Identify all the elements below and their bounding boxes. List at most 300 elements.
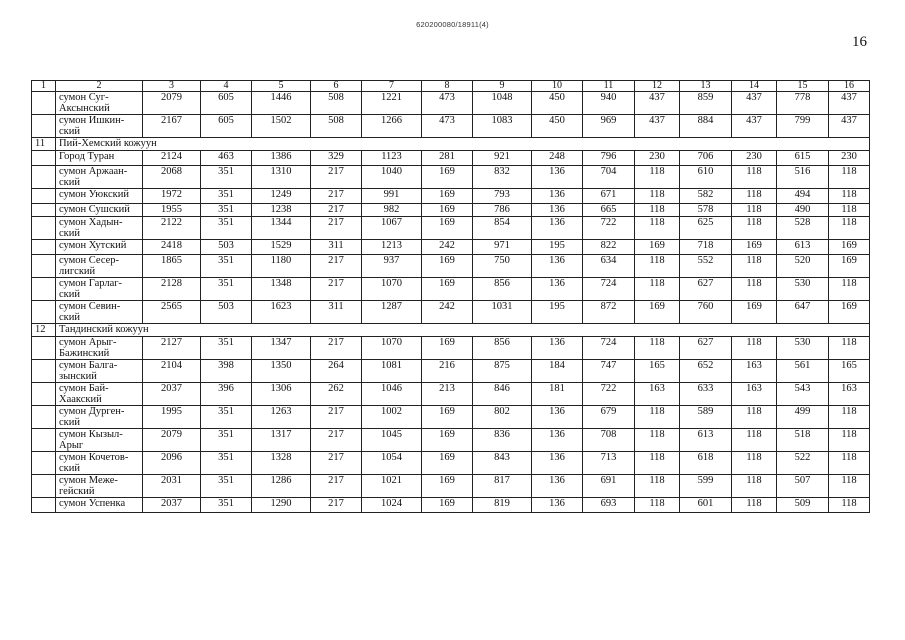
value-cell: 217: [311, 189, 362, 204]
settlement-name-cell: сумон Севин-ский: [56, 301, 143, 324]
value-cell: 169: [422, 166, 473, 189]
value-cell: 118: [732, 406, 777, 429]
value-cell: 843: [473, 452, 532, 475]
value-cell: 136: [532, 475, 583, 498]
value-cell: 1081: [362, 360, 422, 383]
value-cell: 2565: [143, 301, 201, 324]
value-cell: 2037: [143, 383, 201, 406]
value-cell: 118: [829, 406, 870, 429]
value-cell: 118: [635, 189, 680, 204]
value-cell: 1286: [252, 475, 311, 498]
value-cell: 2167: [143, 115, 201, 138]
value-cell: 499: [777, 406, 829, 429]
value-cell: 921: [473, 151, 532, 166]
data-table: [31, 80, 870, 513]
value-cell: 796: [583, 151, 635, 166]
value-cell: 217: [311, 429, 362, 452]
value-cell: 1238: [252, 204, 311, 217]
table-row: [32, 92, 870, 115]
value-cell: 969: [583, 115, 635, 138]
table-row: [32, 337, 870, 360]
value-cell: 169: [422, 204, 473, 217]
value-cell: 2127: [143, 337, 201, 360]
value-cell: 722: [583, 217, 635, 240]
value-cell: 937: [362, 255, 422, 278]
value-cell: 2079: [143, 429, 201, 452]
value-cell: 724: [583, 337, 635, 360]
value-cell: 169: [829, 240, 870, 255]
value-cell: 329: [311, 151, 362, 166]
value-cell: 786: [473, 204, 532, 217]
value-cell: 118: [829, 166, 870, 189]
value-cell: 561: [777, 360, 829, 383]
value-cell: 136: [532, 429, 583, 452]
column-number-header: 15: [777, 81, 829, 92]
value-cell: 118: [829, 452, 870, 475]
settlement-name-cell: Город Туран: [56, 151, 143, 166]
value-cell: 169: [422, 255, 473, 278]
value-cell: 884: [680, 115, 732, 138]
value-cell: 136: [532, 452, 583, 475]
settlement-name-cell: сумон Аржаан-ский: [56, 166, 143, 189]
settlement-name-cell: сумон Хутский: [56, 240, 143, 255]
value-cell: 2122: [143, 217, 201, 240]
value-cell: 473: [422, 115, 473, 138]
value-cell: 351: [201, 204, 252, 217]
row-index-cell: [32, 360, 56, 383]
value-cell: 118: [732, 204, 777, 217]
row-index-cell: [32, 475, 56, 498]
value-cell: 1046: [362, 383, 422, 406]
settlement-name-cell: сумон Меже-гейский: [56, 475, 143, 498]
value-cell: 217: [311, 475, 362, 498]
value-cell: 2031: [143, 475, 201, 498]
column-number-header: 5: [252, 81, 311, 92]
value-cell: 230: [732, 151, 777, 166]
value-cell: 118: [635, 406, 680, 429]
value-cell: 615: [777, 151, 829, 166]
value-cell: 1972: [143, 189, 201, 204]
settlement-name-cell: сумон Сесер-лигский: [56, 255, 143, 278]
value-cell: 599: [680, 475, 732, 498]
value-cell: 982: [362, 204, 422, 217]
value-cell: 118: [732, 278, 777, 301]
value-cell: 118: [732, 337, 777, 360]
value-cell: 503: [201, 240, 252, 255]
value-cell: 713: [583, 452, 635, 475]
value-cell: 242: [422, 240, 473, 255]
value-cell: 217: [311, 217, 362, 240]
value-cell: 217: [311, 406, 362, 429]
value-cell: 242: [422, 301, 473, 324]
value-cell: 473: [422, 92, 473, 115]
value-cell: 605: [201, 92, 252, 115]
value-cell: 2037: [143, 498, 201, 513]
value-cell: 351: [201, 452, 252, 475]
value-cell: 522: [777, 452, 829, 475]
value-cell: 589: [680, 406, 732, 429]
table-row: [32, 240, 870, 255]
row-index-cell: [32, 115, 56, 138]
value-cell: 1287: [362, 301, 422, 324]
row-index-cell: [32, 301, 56, 324]
column-number-header: 14: [732, 81, 777, 92]
value-cell: 118: [635, 475, 680, 498]
value-cell: 118: [829, 189, 870, 204]
value-cell: 118: [732, 475, 777, 498]
value-cell: 217: [311, 498, 362, 513]
value-cell: 169: [732, 301, 777, 324]
value-cell: 1386: [252, 151, 311, 166]
value-cell: 217: [311, 337, 362, 360]
value-cell: 118: [635, 278, 680, 301]
value-cell: 1623: [252, 301, 311, 324]
row-index-cell: [32, 204, 56, 217]
value-cell: 530: [777, 337, 829, 360]
column-number-header: 8: [422, 81, 473, 92]
value-cell: 613: [680, 429, 732, 452]
value-cell: 136: [532, 498, 583, 513]
value-cell: 450: [532, 115, 583, 138]
value-cell: 463: [201, 151, 252, 166]
value-cell: 507: [777, 475, 829, 498]
value-cell: 856: [473, 278, 532, 301]
value-cell: 118: [732, 166, 777, 189]
table-row: [32, 475, 870, 498]
value-cell: 118: [732, 217, 777, 240]
section-number: 12: [32, 324, 56, 337]
table-row: [32, 204, 870, 217]
value-cell: 118: [635, 429, 680, 452]
value-cell: 311: [311, 240, 362, 255]
table-row: [32, 115, 870, 138]
value-cell: 217: [311, 278, 362, 301]
value-cell: 1249: [252, 189, 311, 204]
value-cell: 217: [311, 452, 362, 475]
value-cell: 2128: [143, 278, 201, 301]
value-cell: 1040: [362, 166, 422, 189]
value-cell: 605: [201, 115, 252, 138]
column-number-header: 1: [32, 81, 56, 92]
value-cell: 136: [532, 337, 583, 360]
value-cell: 706: [680, 151, 732, 166]
value-cell: 169: [635, 240, 680, 255]
value-cell: 169: [732, 240, 777, 255]
value-cell: 1263: [252, 406, 311, 429]
value-cell: 1529: [252, 240, 311, 255]
value-cell: 2104: [143, 360, 201, 383]
value-cell: 165: [635, 360, 680, 383]
value-cell: 832: [473, 166, 532, 189]
table-row: [32, 151, 870, 166]
value-cell: 281: [422, 151, 473, 166]
column-number-header: 4: [201, 81, 252, 92]
value-cell: 169: [422, 217, 473, 240]
row-index-cell: [32, 151, 56, 166]
table-row: [32, 217, 870, 240]
value-cell: 118: [635, 166, 680, 189]
value-cell: 437: [732, 92, 777, 115]
value-cell: 163: [732, 360, 777, 383]
value-cell: 1021: [362, 475, 422, 498]
value-cell: 991: [362, 189, 422, 204]
value-cell: 181: [532, 383, 583, 406]
value-cell: 351: [201, 475, 252, 498]
value-cell: 169: [829, 301, 870, 324]
value-cell: 2079: [143, 92, 201, 115]
value-cell: 802: [473, 406, 532, 429]
value-cell: 518: [777, 429, 829, 452]
value-cell: 118: [829, 498, 870, 513]
value-cell: 213: [422, 383, 473, 406]
value-cell: 543: [777, 383, 829, 406]
value-cell: 118: [635, 217, 680, 240]
value-cell: 1446: [252, 92, 311, 115]
value-cell: 2124: [143, 151, 201, 166]
value-cell: 516: [777, 166, 829, 189]
value-cell: 169: [422, 189, 473, 204]
value-cell: 704: [583, 166, 635, 189]
value-cell: 1213: [362, 240, 422, 255]
row-index-cell: [32, 92, 56, 115]
value-cell: 169: [422, 475, 473, 498]
value-cell: 817: [473, 475, 532, 498]
table-row: [32, 301, 870, 324]
value-cell: 118: [732, 429, 777, 452]
value-cell: 1054: [362, 452, 422, 475]
column-number-header: 3: [143, 81, 201, 92]
table-row: [32, 255, 870, 278]
row-index-cell: [32, 240, 56, 255]
value-cell: 169: [422, 498, 473, 513]
value-cell: 217: [311, 255, 362, 278]
value-cell: 437: [635, 115, 680, 138]
value-cell: 508: [311, 115, 362, 138]
row-index-cell: [32, 189, 56, 204]
value-cell: 610: [680, 166, 732, 189]
value-cell: 859: [680, 92, 732, 115]
value-cell: 118: [732, 498, 777, 513]
value-cell: 633: [680, 383, 732, 406]
value-cell: 351: [201, 406, 252, 429]
value-cell: 351: [201, 498, 252, 513]
value-cell: 118: [829, 475, 870, 498]
value-cell: 652: [680, 360, 732, 383]
value-cell: 163: [732, 383, 777, 406]
value-cell: 750: [473, 255, 532, 278]
value-cell: 437: [829, 115, 870, 138]
value-cell: 872: [583, 301, 635, 324]
column-number-header: 10: [532, 81, 583, 92]
value-cell: 671: [583, 189, 635, 204]
value-cell: 217: [311, 204, 362, 217]
value-cell: 613: [777, 240, 829, 255]
value-cell: 582: [680, 189, 732, 204]
value-cell: 1031: [473, 301, 532, 324]
row-index-cell: [32, 383, 56, 406]
value-cell: 136: [532, 278, 583, 301]
value-cell: 634: [583, 255, 635, 278]
value-cell: 1024: [362, 498, 422, 513]
value-cell: 437: [829, 92, 870, 115]
value-cell: 118: [635, 337, 680, 360]
value-cell: 169: [422, 337, 473, 360]
value-cell: 1328: [252, 452, 311, 475]
value-cell: 627: [680, 278, 732, 301]
value-cell: 722: [583, 383, 635, 406]
value-cell: 520: [777, 255, 829, 278]
value-cell: 169: [635, 301, 680, 324]
value-cell: 578: [680, 204, 732, 217]
value-cell: 793: [473, 189, 532, 204]
value-cell: 679: [583, 406, 635, 429]
value-cell: 528: [777, 217, 829, 240]
value-cell: 216: [422, 360, 473, 383]
value-cell: 351: [201, 217, 252, 240]
value-cell: 195: [532, 301, 583, 324]
value-cell: 118: [635, 204, 680, 217]
row-index-cell: [32, 217, 56, 240]
value-cell: 1317: [252, 429, 311, 452]
column-number-header: 12: [635, 81, 680, 92]
table-row: [32, 278, 870, 301]
header-row: [32, 81, 870, 92]
value-cell: 509: [777, 498, 829, 513]
value-cell: 118: [635, 452, 680, 475]
value-cell: 1123: [362, 151, 422, 166]
value-cell: 724: [583, 278, 635, 301]
value-cell: 118: [829, 429, 870, 452]
value-cell: 351: [201, 166, 252, 189]
value-cell: 760: [680, 301, 732, 324]
row-index-cell: [32, 278, 56, 301]
value-cell: 1347: [252, 337, 311, 360]
value-cell: 693: [583, 498, 635, 513]
value-cell: 1083: [473, 115, 532, 138]
value-cell: 136: [532, 204, 583, 217]
settlement-name-cell: сумон Ишкин-ский: [56, 115, 143, 138]
column-number-header: 16: [829, 81, 870, 92]
value-cell: 248: [532, 151, 583, 166]
value-cell: 1070: [362, 278, 422, 301]
value-cell: 136: [532, 189, 583, 204]
settlement-name-cell: сумон Уюкский: [56, 189, 143, 204]
column-number-header: 11: [583, 81, 635, 92]
settlement-name-cell: сумон Бай-Хаакский: [56, 383, 143, 406]
value-cell: 625: [680, 217, 732, 240]
column-number-header: 13: [680, 81, 732, 92]
value-cell: 136: [532, 217, 583, 240]
value-cell: 351: [201, 189, 252, 204]
value-cell: 351: [201, 337, 252, 360]
value-cell: 1067: [362, 217, 422, 240]
value-cell: 169: [422, 278, 473, 301]
column-number-header: 2: [56, 81, 143, 92]
value-cell: 627: [680, 337, 732, 360]
value-cell: 1348: [252, 278, 311, 301]
settlement-name-cell: сумон Балга-зынский: [56, 360, 143, 383]
value-cell: 778: [777, 92, 829, 115]
value-cell: 1048: [473, 92, 532, 115]
row-index-cell: [32, 406, 56, 429]
section-row: [32, 138, 870, 151]
value-cell: 169: [829, 255, 870, 278]
column-number-header: 7: [362, 81, 422, 92]
value-cell: 552: [680, 255, 732, 278]
value-cell: 230: [635, 151, 680, 166]
settlement-name-cell: сумон Кызыл-Арыг: [56, 429, 143, 452]
value-cell: 398: [201, 360, 252, 383]
value-cell: 165: [829, 360, 870, 383]
value-cell: 875: [473, 360, 532, 383]
settlement-name-cell: сумон Кочетов-ский: [56, 452, 143, 475]
settlement-name-cell: сумон Суг-Аксынский: [56, 92, 143, 115]
table-row: [32, 383, 870, 406]
value-cell: 1070: [362, 337, 422, 360]
value-cell: 1995: [143, 406, 201, 429]
table-row: [32, 429, 870, 452]
settlement-name-cell: сумон Хадын-ский: [56, 217, 143, 240]
value-cell: 508: [311, 92, 362, 115]
value-cell: 118: [829, 204, 870, 217]
value-cell: 169: [422, 452, 473, 475]
row-index-cell: [32, 337, 56, 360]
value-cell: 819: [473, 498, 532, 513]
page-number: 16: [852, 34, 867, 50]
row-index-cell: [32, 452, 56, 475]
value-cell: 2068: [143, 166, 201, 189]
value-cell: 118: [635, 255, 680, 278]
value-cell: 854: [473, 217, 532, 240]
table-row: [32, 452, 870, 475]
value-cell: 118: [732, 189, 777, 204]
value-cell: 747: [583, 360, 635, 383]
value-cell: 494: [777, 189, 829, 204]
settlement-name-cell: сумон Сушский: [56, 204, 143, 217]
value-cell: 940: [583, 92, 635, 115]
value-cell: 2096: [143, 452, 201, 475]
value-cell: 530: [777, 278, 829, 301]
row-index-cell: [32, 429, 56, 452]
value-cell: 822: [583, 240, 635, 255]
value-cell: 1290: [252, 498, 311, 513]
value-cell: 846: [473, 383, 532, 406]
value-cell: 1350: [252, 360, 311, 383]
value-cell: 1310: [252, 166, 311, 189]
table-row: [32, 498, 870, 513]
section-row: [32, 324, 870, 337]
value-cell: 437: [732, 115, 777, 138]
value-cell: 2418: [143, 240, 201, 255]
value-cell: 262: [311, 383, 362, 406]
settlement-name-cell: сумон Успенка: [56, 498, 143, 513]
section-title: Тандинский кожуун: [56, 324, 870, 337]
value-cell: 1865: [143, 255, 201, 278]
section-number: 11: [32, 138, 56, 151]
row-index-cell: [32, 255, 56, 278]
value-cell: 437: [635, 92, 680, 115]
settlement-name-cell: сумон Арыг-Бажинский: [56, 337, 143, 360]
value-cell: 1045: [362, 429, 422, 452]
value-cell: 351: [201, 255, 252, 278]
value-cell: 118: [829, 278, 870, 301]
value-cell: 1180: [252, 255, 311, 278]
value-cell: 856: [473, 337, 532, 360]
value-cell: 1002: [362, 406, 422, 429]
value-cell: 118: [829, 337, 870, 360]
value-cell: 184: [532, 360, 583, 383]
value-cell: 396: [201, 383, 252, 406]
